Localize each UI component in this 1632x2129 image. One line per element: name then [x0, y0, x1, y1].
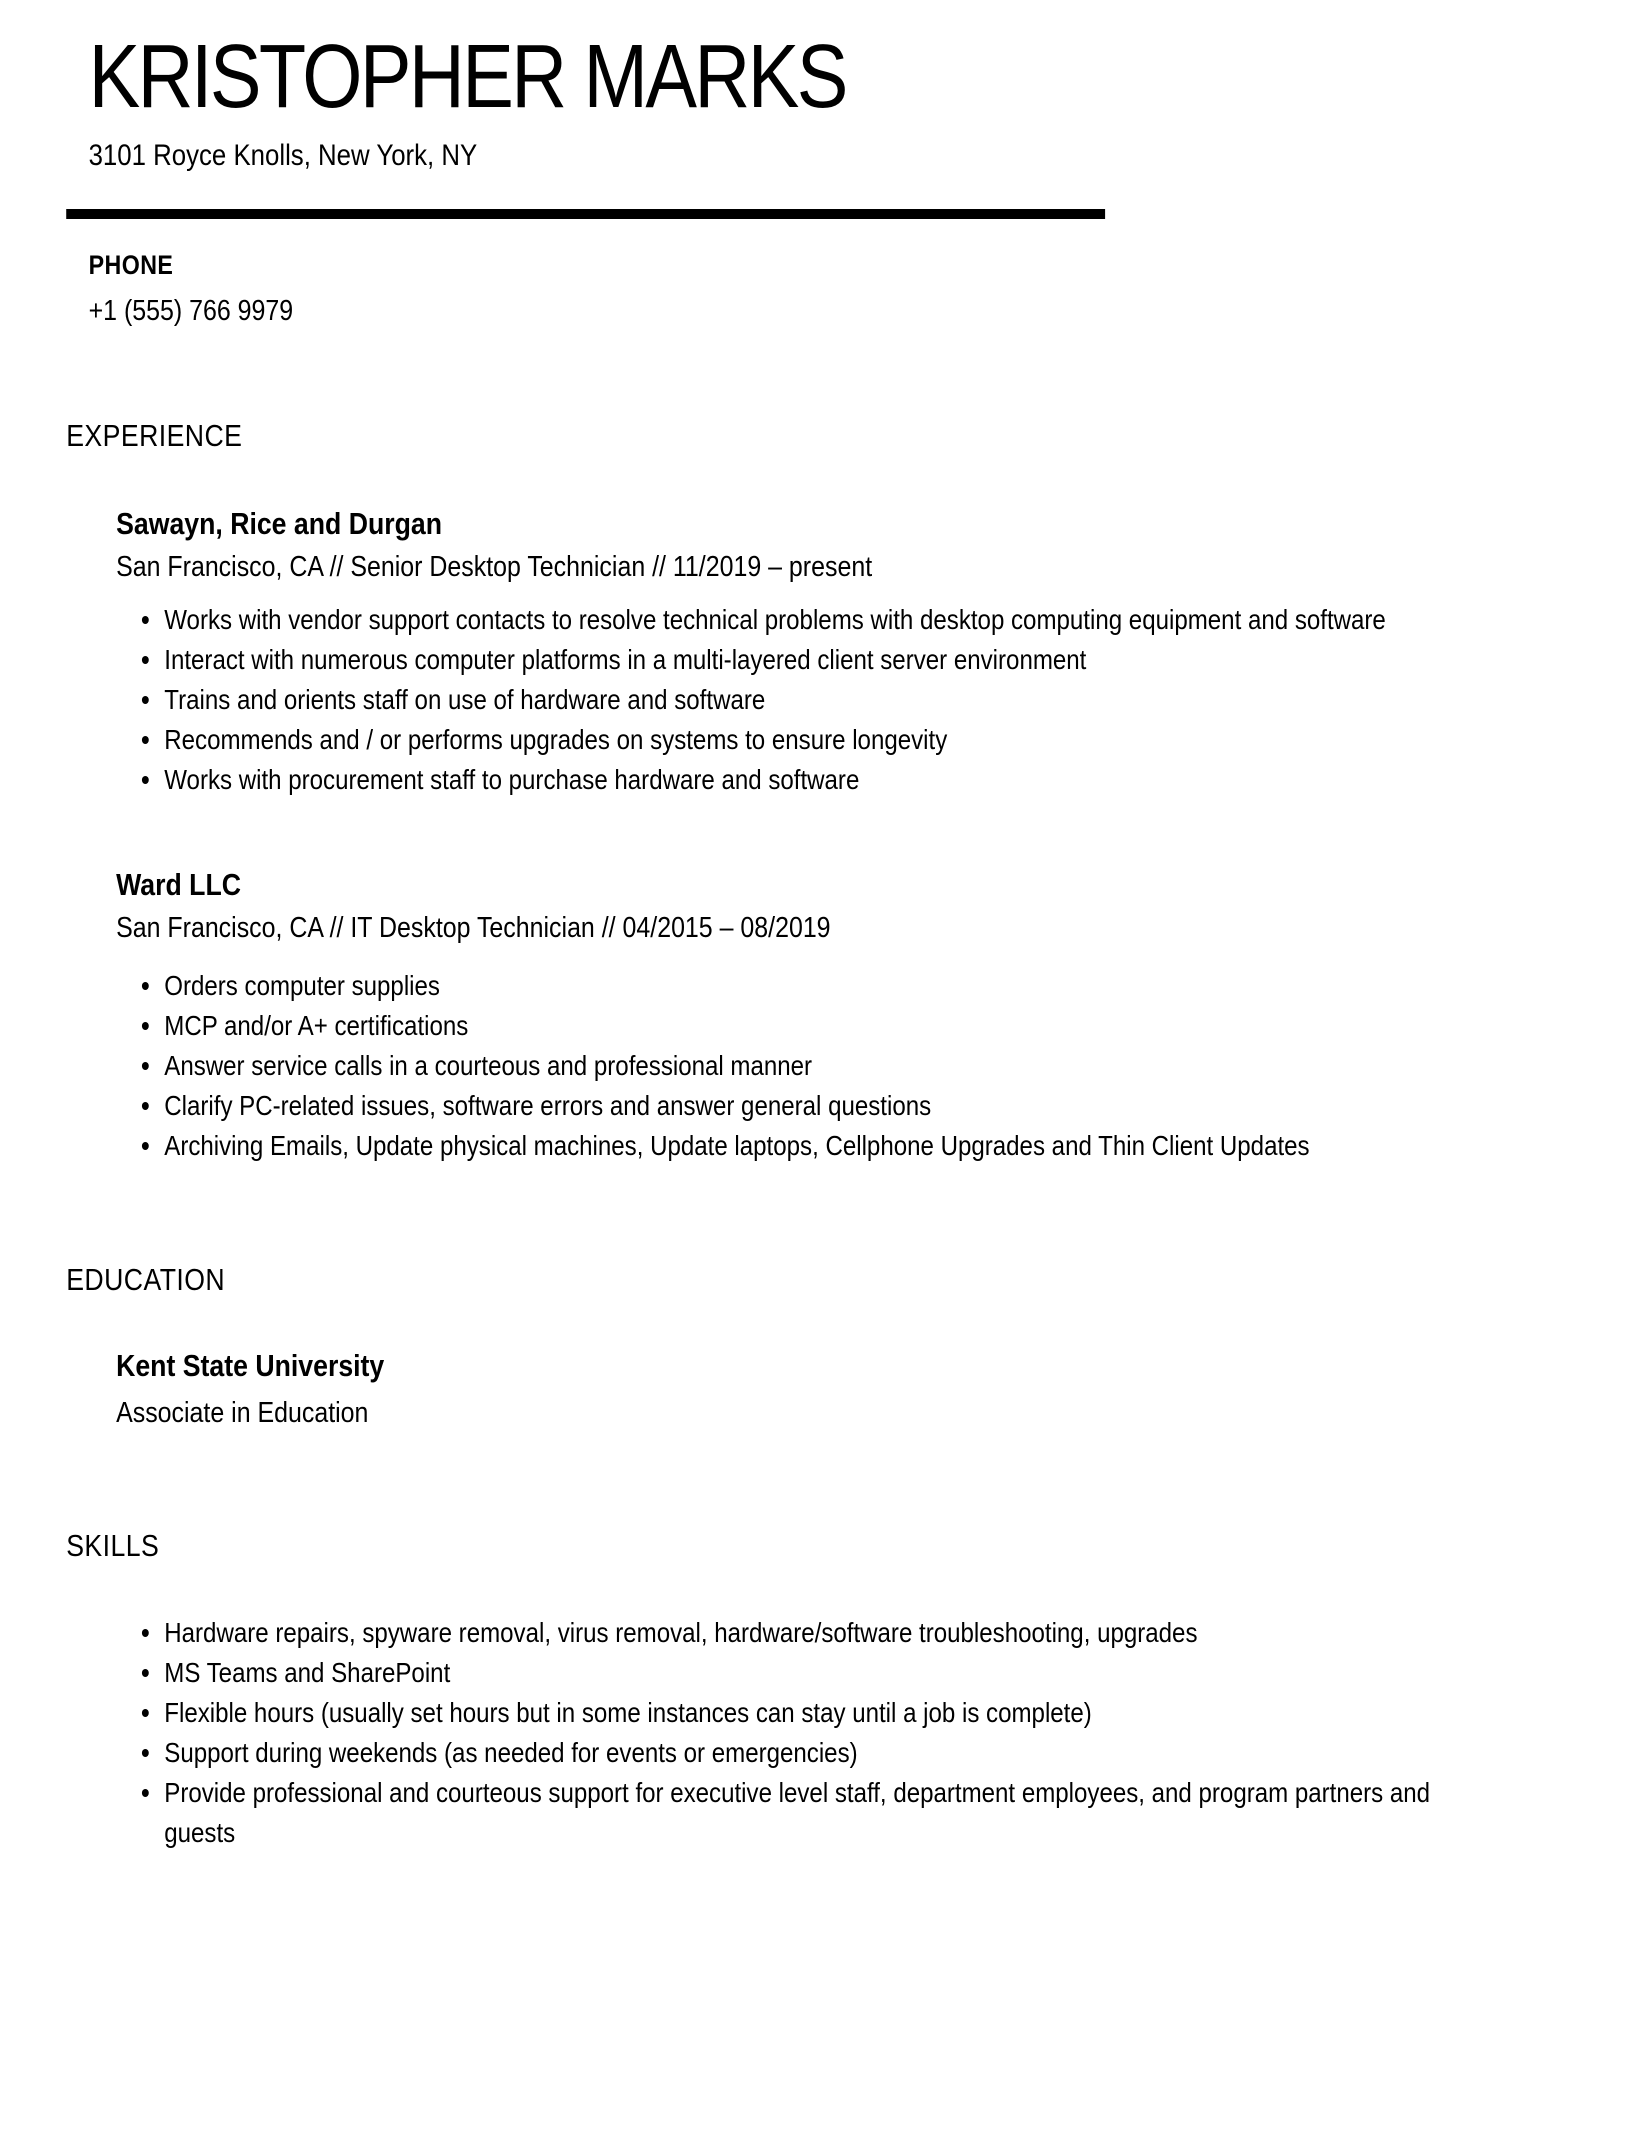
education-entry — [116, 1347, 1632, 1430]
experience-entry — [116, 505, 1632, 800]
job-bullet: MCP and/or A+ certifications — [142, 1006, 1484, 1046]
job-meta: San Francisco, CA // IT Desktop Technician // 04/2015 – 08/2019 — [116, 912, 831, 944]
skills-section-heading: SKILLS — [66, 1528, 160, 1563]
company-name: Ward LLC — [116, 867, 242, 902]
job-bullet: Works with procurement staff to purchase hardware and software — [142, 760, 1484, 800]
phone-number: +1 (555) 766 9979 — [88, 295, 294, 327]
header-divider — [66, 209, 1105, 219]
skill-bullet: Hardware repairs, spyware removal, virus removal, hardware/software troubleshooting, upgrades — [142, 1613, 1484, 1653]
company-name: Sawayn, Rice and Durgan — [116, 506, 443, 541]
job-bullet: Answer service calls in a courteous and professional manner — [142, 1046, 1484, 1086]
phone-label: PHONE — [88, 250, 174, 280]
experience-section-heading: EXPERIENCE — [66, 418, 243, 453]
job-bullet: Orders computer supplies — [142, 966, 1484, 1006]
skill-bullet: Support during weekends (as needed for events or emergencies) — [142, 1733, 1484, 1773]
job-bullet-list — [142, 600, 1484, 800]
school-name: Kent State University — [116, 1348, 385, 1383]
skill-bullet: Flexible hours (usually set hours but in some instances can stay until a job is complete) — [142, 1693, 1484, 1733]
job-bullet-list — [142, 966, 1484, 1166]
resume-page — [0, 27, 1632, 1853]
skill-bullet: Provide professional and courteous support for executive level staff, department employees, and program partners and guests — [142, 1773, 1484, 1853]
job-bullet: Works with vendor support contacts to resolve technical problems with desktop computing equipment and software — [142, 600, 1484, 640]
degree: Associate in Education — [116, 1397, 369, 1429]
job-meta: San Francisco, CA // Senior Desktop Technician // 11/2019 – present — [116, 551, 873, 583]
education-section-heading: EDUCATION — [66, 1262, 226, 1297]
job-bullet: Recommends and / or performs upgrades on systems to ensure longevity — [142, 720, 1484, 760]
job-bullet: Interact with numerous computer platforms in a multi-layered client server environment — [142, 640, 1484, 680]
person-name: KRISTOPHER MARKS — [88, 27, 846, 127]
job-bullet: Clarify PC-related issues, software errors and answer general questions — [142, 1086, 1484, 1126]
experience-entry — [116, 866, 1632, 1166]
job-bullet: Archiving Emails, Update physical machines, Update laptops, Cellphone Upgrades and Thin Client Updates — [142, 1126, 1484, 1166]
job-bullet: Trains and orients staff on use of hardware and software — [142, 680, 1484, 720]
skill-bullet: MS Teams and SharePoint — [142, 1653, 1484, 1693]
skills-bullet-list — [142, 1613, 1484, 1853]
address: 3101 Royce Knolls, New York, NY — [88, 139, 478, 172]
